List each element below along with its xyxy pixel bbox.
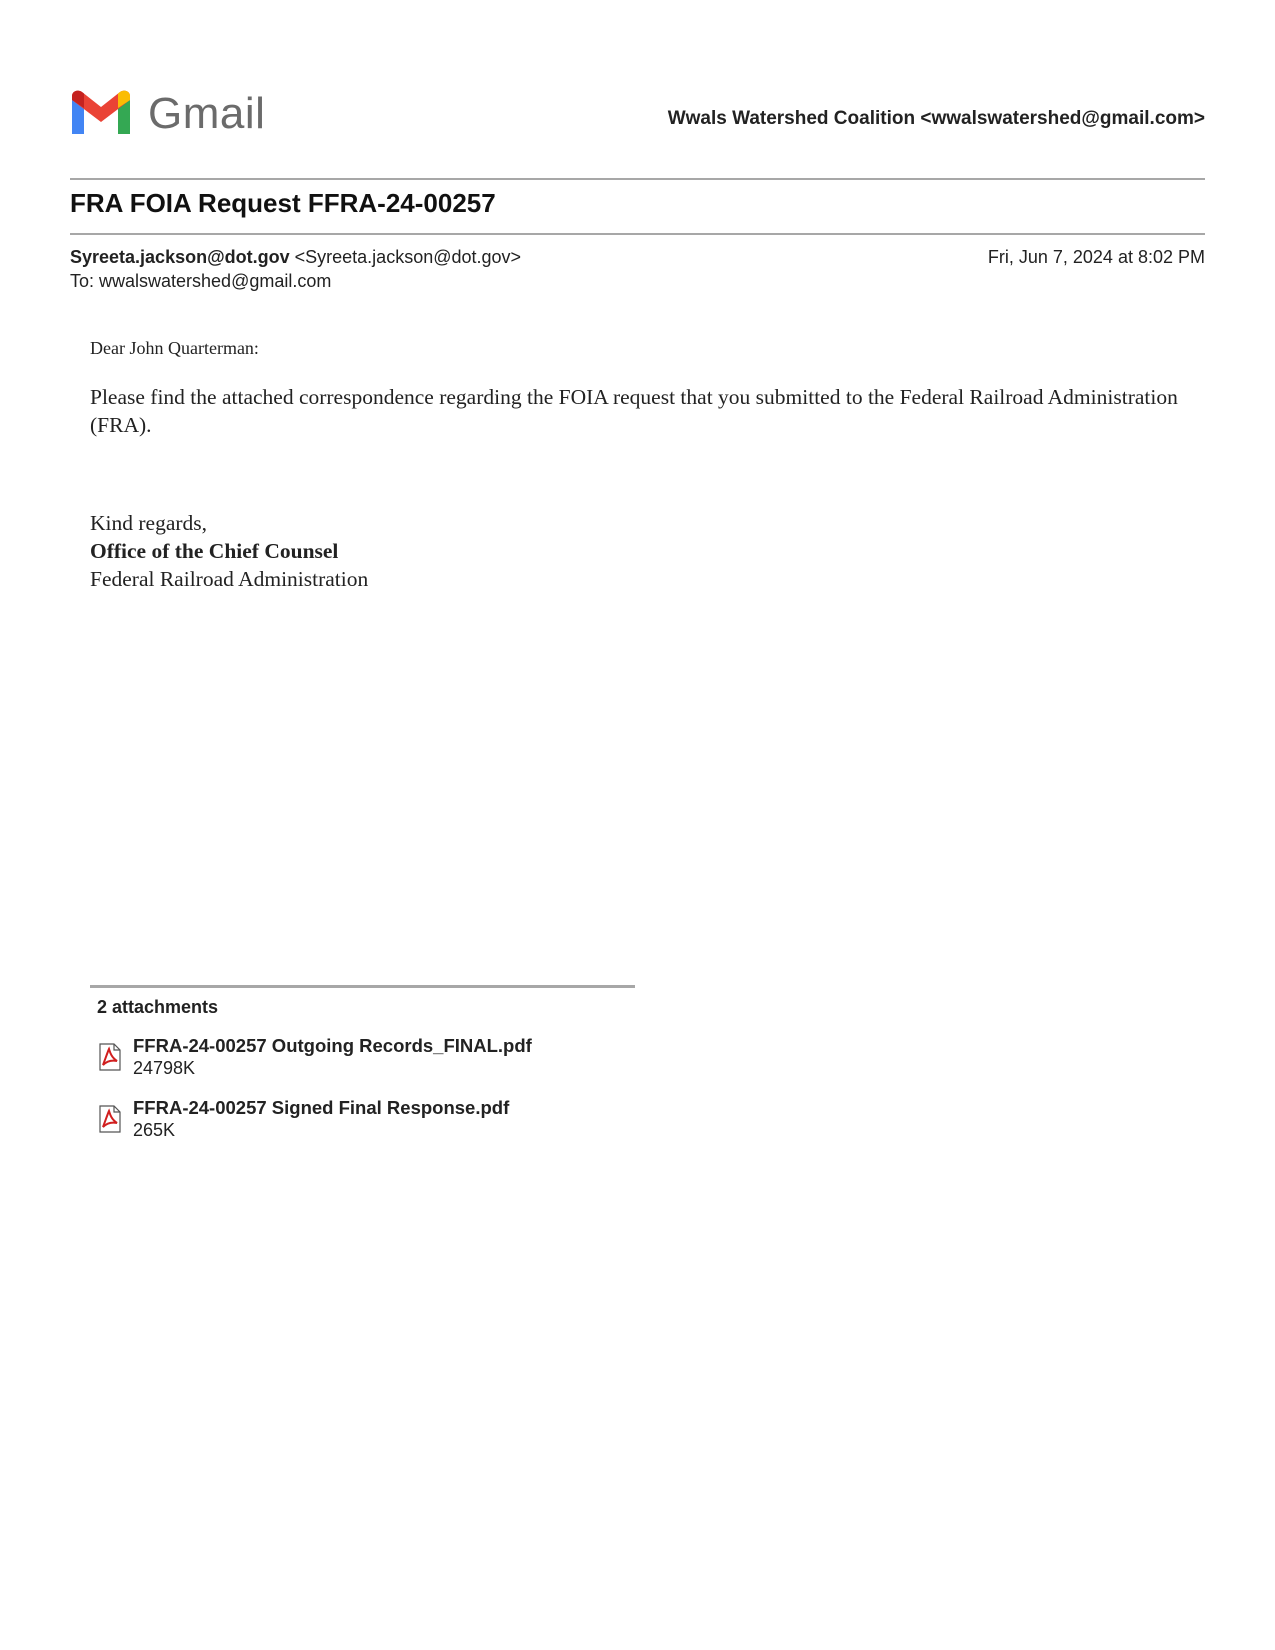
- body-paragraph: Please find the attached correspondence regarding the FOIA request that you submitted to the Federal Railroad Administration (FRA).: [90, 385, 1178, 437]
- attachment-item[interactable]: [97, 1035, 532, 1079]
- gmail-logo: [70, 90, 265, 138]
- email-body: [90, 338, 1200, 593]
- greeting: Dear John Quarterman:: [90, 338, 259, 358]
- attachment-name[interactable]: FFRA-24-00257 Signed Final Response.pdf: [133, 1097, 510, 1118]
- signature-org: Federal Railroad Administration: [90, 567, 369, 591]
- gmail-wordmark: Gmail: [148, 89, 266, 138]
- recipient-line: To: wwalswatershed@gmail.com: [70, 271, 332, 291]
- attachment-size: 24798K: [133, 1058, 196, 1078]
- attachments-count: 2 attachments: [97, 997, 219, 1017]
- sender-address: <Syreeta.jackson@dot.gov>: [294, 247, 522, 267]
- account-label: Wwals Watershed Coalition <wwalswatershed@gmail.com>: [667, 108, 1205, 129]
- pdf-icon: [97, 1043, 123, 1071]
- attachment-item[interactable]: [97, 1097, 509, 1141]
- pdf-icon: [97, 1105, 123, 1133]
- sender-line: [70, 247, 521, 268]
- email-date: Fri, Jun 7, 2024 at 8:02 PM: [987, 247, 1205, 267]
- attachments-divider: [90, 985, 635, 988]
- header-divider: [70, 178, 1205, 180]
- signature-block: [90, 509, 1200, 593]
- attachment-name[interactable]: FFRA-24-00257 Outgoing Records_FINAL.pdf: [133, 1035, 532, 1056]
- sender-name: Syreeta.jackson@dot.gov: [70, 247, 290, 267]
- attachment-size: 265K: [133, 1120, 176, 1140]
- signature-office: Office of the Chief Counsel: [90, 539, 339, 563]
- closing: Kind regards,: [90, 511, 208, 535]
- email-subject: FRA FOIA Request FFRA-24-00257: [70, 188, 496, 218]
- subject-divider: [70, 233, 1205, 235]
- gmail-m-icon: [70, 90, 132, 138]
